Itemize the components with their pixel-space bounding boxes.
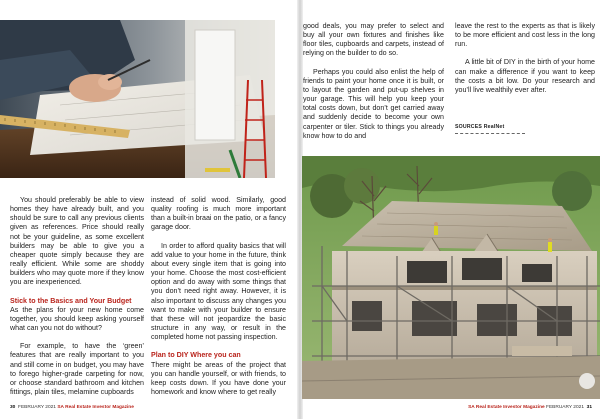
paragraph: For example, to have the ‘green’ features that are really important to you and still come in on budget, you may have to forego higher-grade carpeting for now, or choose standard bathroom and kitchen fittings, plain tiles, melamine cupboards <box>10 342 144 396</box>
paragraph: Perhaps you could also enlist the help of friends to paint your home once it is built, or to layout the garden and put-up shelves in your garage. This will help you keep your total costs down, but don’t get carried away and suddenly decide to become your own carpenter or tiler. Stick to things you already know how to do and <box>303 67 444 140</box>
paragraph: A little bit of DIY in the birth of your home can make a difference if you want to keep the costs a bit low. Do your research and you’ll live wealthily ever after. <box>455 58 595 94</box>
issue-date: FEBRUARY 2021 <box>18 405 56 410</box>
section-heading-basics-budget: Stick to the Basics and Your Budget <box>10 296 132 305</box>
section-heading-diy: Plan to DIY Where you can <box>151 351 241 360</box>
magazine-name: SA Real Estate Investor Magazine <box>57 405 134 410</box>
article-column-2 <box>151 196 286 406</box>
paragraph: instead of solid wood. Similarly, good quality roofing is much more important than a built-in braai on the patio, or a fancy garage door. <box>151 196 286 232</box>
architect-plans-photo <box>0 20 275 178</box>
paragraph: In order to afford quality basics that will add value to your home in the future, think about every single item that is going into your home. Choose the most cost-efficient option and do away with some things that you don’t need right away. However, it is also important to discuss any changes you want to make with your builder to ensure that these will not jeopardize the basic structure in any way, or result in the completed home not passing inspection. <box>151 241 286 342</box>
article-column-1 <box>10 196 144 406</box>
sources-credit: SOURCES RealNet <box>455 124 505 130</box>
sources-divider <box>455 133 525 134</box>
footer-left <box>10 405 134 411</box>
paragraph: leave the rest to the experts as that is likely to be more efficient and cost less in the long run. <box>455 22 595 49</box>
page-number: 31 <box>586 405 592 410</box>
paragraph: As the plans for your new home come together, you should keep asking yourself what can you not do without? <box>10 305 144 333</box>
article-column-4 <box>455 22 595 104</box>
paragraph: good deals, you may prefer to select and buy all your own fixtures and finishes like floor tiles, cupboards and carpets, instead of relying on the builder to do so. <box>303 22 444 58</box>
page-number: 30 <box>10 405 16 410</box>
paragraph: There might be areas of the project that you can handle yourself, or with friends, to keep costs down. If you have done your homework and know where to get really <box>151 360 286 396</box>
house-construction-photo <box>302 156 600 399</box>
magazine-name: SA Real Estate Investor Magazine <box>468 405 545 410</box>
paragraph: You should preferably be able to view homes they have already built, and you should be sure to call any previous clients given as references. Price should really not be your guideline, as some excellent builders may be able to give you a cheaper quote simply because they are really efficient. While some are shoddy builders who may quote more if they know you are inexperienced. <box>10 196 144 287</box>
footer-right <box>468 405 592 411</box>
article-column-3 <box>303 22 444 150</box>
issue-date: FEBRUARY 2021 <box>546 405 584 410</box>
